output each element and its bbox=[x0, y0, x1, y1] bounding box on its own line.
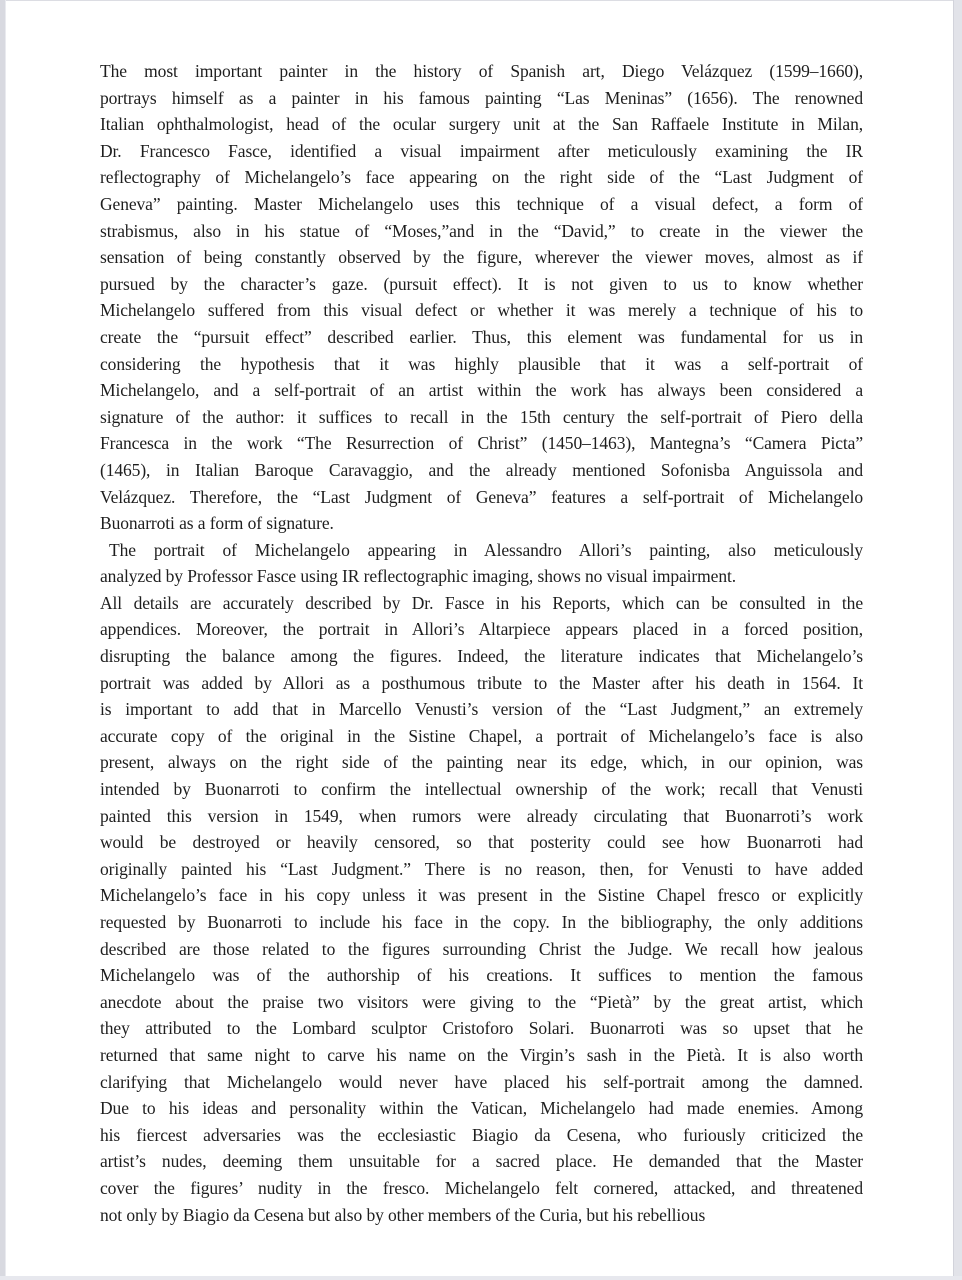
page-edge-bottom bbox=[0, 1276, 962, 1280]
text-line: described are those related to the figures surrounding Christ the Judge. We recall how jealous bbox=[100, 938, 863, 959]
document-text bbox=[100, 58, 863, 1228]
text-line: originally painted his “Last Judgment.” There is no reason, then, for Venusti to have added bbox=[100, 858, 863, 879]
text-line: Buonarroti as a form of signature. bbox=[100, 513, 334, 534]
text-line: Geneva” painting. Master Michelangelo uses this technique of a visual defect, a form of bbox=[100, 193, 863, 214]
text-line: considering the hypothesis that it was highly plausible that it was a self-portrait of bbox=[100, 353, 863, 374]
text-paragraph bbox=[100, 537, 863, 590]
page-edge-right bbox=[953, 0, 962, 1280]
text-line: Dr. Francesco Fasce, identified a visual impairment after meticulously examining the IR bbox=[100, 140, 863, 161]
text-line: would be destroyed or heavily censored, so that posterity could see how Buonarroti had bbox=[100, 832, 863, 853]
text-line: is important to add that in Marcello Venusti’s version of the “Last Judgment,” an extremely bbox=[100, 699, 863, 720]
text-line: returned that same night to carve his name on the Virgin’s sash in the Pietà. It is also worth bbox=[100, 1044, 863, 1065]
text-line: portrays himself as a painter in his famous painting “Las Meninas” (1656). The renowned bbox=[100, 87, 863, 108]
text-line: Velázquez. Therefore, the “Last Judgment of Geneva” features a self-portrait of Michelangelo bbox=[100, 486, 863, 507]
page-edge-top bbox=[0, 0, 962, 1]
text-line: Francesca in the work “The Resurrection of Christ” (1450–1463), Mantegna’s “Camera Picta” bbox=[100, 433, 863, 454]
text-line: painted this version in 1549, when rumors were already circulating that Buonarroti’s work bbox=[100, 805, 863, 826]
page-edge-left bbox=[0, 0, 6, 1280]
text-line: his fiercest adversaries was the ecclesiastic Biagio da Cesena, who furiously criticized the bbox=[100, 1124, 863, 1145]
text-line: strabismus, also in his statue of “Moses,”and in the “David,” to create in the viewer the bbox=[100, 220, 863, 241]
text-line: sensation of being constantly observed by the figure, wherever the viewer moves, almost as if bbox=[100, 247, 863, 268]
text-line: signature of the author: it suffices to recall in the 15th century the self-portrait of Piero della bbox=[100, 406, 863, 427]
text-line: Michelangelo suffered from this visual defect or whether it was merely a technique of his to bbox=[100, 300, 863, 321]
text-line: The most important painter in the history of Spanish art, Diego Velázquez (1599–1660), bbox=[100, 61, 863, 81]
text-line: analyzed by Professor Fasce using IR reflectographic imaging, shows no visual impairment. bbox=[100, 566, 737, 587]
text-line: create the “pursuit effect” described earlier. Thus, this element was fundamental for us in bbox=[100, 326, 863, 347]
text-line: accurate copy of the original in the Sistine Chapel, a portrait of Michelangelo’s face is also bbox=[100, 725, 863, 746]
text-line: All details are accurately described by Dr. Fasce in his Reports, which can be consulted in the bbox=[100, 592, 863, 613]
text-line: Due to his ideas and personality within the Vatican, Michelangelo had made enemies. Among bbox=[100, 1098, 863, 1119]
text-line: (1465), in Italian Baroque Caravaggio, and the already mentioned Sofonisba Anguissola and bbox=[100, 459, 863, 480]
text-line: artist’s nudes, deeming them unsuitable for a sacred place. He demanded that the Master bbox=[100, 1151, 863, 1172]
text-line: cover the figures’ nudity in the fresco. Michelangelo felt cornered, attacked, and threatened bbox=[100, 1177, 863, 1198]
text-line: reflectography of Michelangelo’s face appearing on the right side of the “Last Judgment of bbox=[100, 167, 863, 188]
text-line: intended by Buonarroti to confirm the intellectual ownership of the work; recall that Venusti bbox=[100, 779, 863, 800]
text-line: disrupting the balance among the figures. Indeed, the literature indicates that Michelangelo’s bbox=[100, 646, 863, 667]
text-line: clarifying that Michelangelo would never have placed his self-portrait among the damned. bbox=[100, 1071, 863, 1092]
text-line: present, always on the right side of the painting near its edge, which, in our opinion, was bbox=[100, 752, 863, 773]
text-line: pursued by the character’s gaze. (pursuit effect). It is not given to us to know whether bbox=[100, 273, 863, 294]
text-line: Italian ophthalmologist, head of the ocular surgery unit at the San Raffaele Institute in Milan, bbox=[100, 114, 863, 135]
text-line: appendices. Moreover, the portrait in Allori’s Altarpiece appears placed in a forced position, bbox=[100, 619, 863, 640]
text-line: Michelangelo, and a self-portrait of an artist within the work has always been considered a bbox=[100, 380, 863, 401]
text-line: Michelangelo’s face in his copy unless it was present in the Sistine Chapel fresco or explicitly bbox=[100, 885, 863, 906]
text-line: not only by Biagio da Cesena but also by other members of the Curia, but his rebellious bbox=[100, 1204, 706, 1225]
text-line: requested by Buonarroti to include his face in the copy. In the bibliography, the only additions bbox=[100, 912, 863, 932]
text-line: anecdote about the praise two visitors were giving to the “Pietà” by the great artist, which bbox=[100, 991, 863, 1012]
text-line: they attributed to the Lombard sculptor Cristoforo Solari. Buonarroti was so upset that he bbox=[100, 1018, 863, 1039]
text-paragraph bbox=[100, 58, 863, 537]
text-line: Michelangelo was of the authorship of his creations. It suffices to mention the famous bbox=[100, 965, 863, 986]
text-paragraph bbox=[100, 590, 863, 1228]
text-line: The portrait of Michelangelo appearing in Alessandro Allori’s painting, also meticulously bbox=[109, 539, 863, 560]
text-line: portrait was added by Allori as a posthumous tribute to the Master after his death in 1564. It bbox=[100, 672, 863, 693]
